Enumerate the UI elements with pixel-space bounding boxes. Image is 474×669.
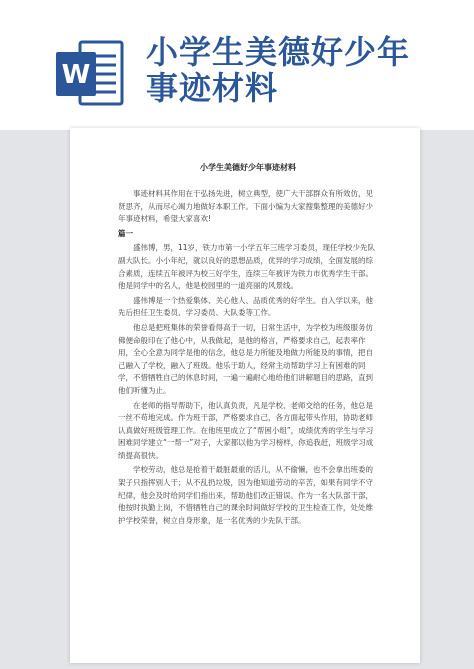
body-paragraph: 盛伟博是一个热爱集体、关心他人、品质优秀的好学生。自入学以来，他先后担任卫生委员、学习委员、大队委等工作。 — [118, 295, 373, 318]
intro-paragraph: 事迹材料其作用在于弘扬先进，树立典型，使广大干部群众有所效仿，见贤思齐，从而尽心竭力地做好本职工作。下面小编为大家搜集整理的美德好少年事迹材料，希望大家喜欢! — [118, 189, 373, 224]
body-paragraph: 在老师的指导帮助下，他认真负责，凡是学校、老师交给的任务，他总是一丝不苟地完成。作为班干部，严格要求自己，各方面起带头作用，协助老师认真做好班级管理工作。在他班里成立了“帮困小组”，成绩优秀的学生与学习困难同学建立“一帮一”对子，大家都以他为学习榜样，你追我赶，班级学习成绩提高很快。 — [118, 400, 374, 460]
header-banner — [0, 0, 474, 130]
section-heading: 篇一 — [118, 228, 133, 238]
word-document-icon — [54, 38, 126, 110]
document-body — [118, 152, 378, 529]
banner-title-line1: 小学生美德好少年 — [146, 33, 411, 71]
word-icon-letter: W — [61, 60, 91, 90]
document-title: 小学生美德好少年事迹材料 — [200, 163, 296, 172]
body-paragraph: 盛伟博，男，11岁，铁力市第一小学五年三班学习委员，现任学校少先队副大队长。小小年纪，就以良好的思想品质，优异的学习成绩，全面发展的综合素质，连续五年被评为校三好学生，连续三年被评为铁力市优秀学生干部。他是同学中的名人，他是校园里的一道亮丽的风景线。 — [118, 243, 376, 291]
body-paragraph: 他总是把班集体的荣誉看得高于一切，日常生活中，为学校为班级服务仿佛便命般印在了他心中，从我做起，是他的格言，严格要求自己，起表率作用，全心全意为同学是他的信念，他总是力所能及地做力所能及的事情，把自己融入了学校，融入了班级。他乐于助人，经常主动帮助学习上有困难的同学，不惜牺牲自己的休息时间，一遍一遍耐心地给他们讲解题目的思路，直到他们听懂为止。 — [118, 322, 373, 395]
banner-title — [146, 34, 410, 106]
document-page — [70, 128, 420, 663]
body-paragraph: 学校劳动，他总是抢着干最脏最重的活儿，从不偷懒，也不会拿出班委的架子只指挥别人干；从不乱扔垃圾，因为他知道劳动的辛苦，如果有同学不守纪律，他会及时给同学们指出来，帮助他们改正错误。作为一名大队部干部，他按时执勤上岗，不惜牺牲自己的课余时间做好学校的卫生检查工作，处处维护学校荣誉，树立自身形象，是一名优秀的少先队干部。 — [118, 465, 373, 525]
banner-title-line2: 事迹材料 — [146, 69, 279, 107]
